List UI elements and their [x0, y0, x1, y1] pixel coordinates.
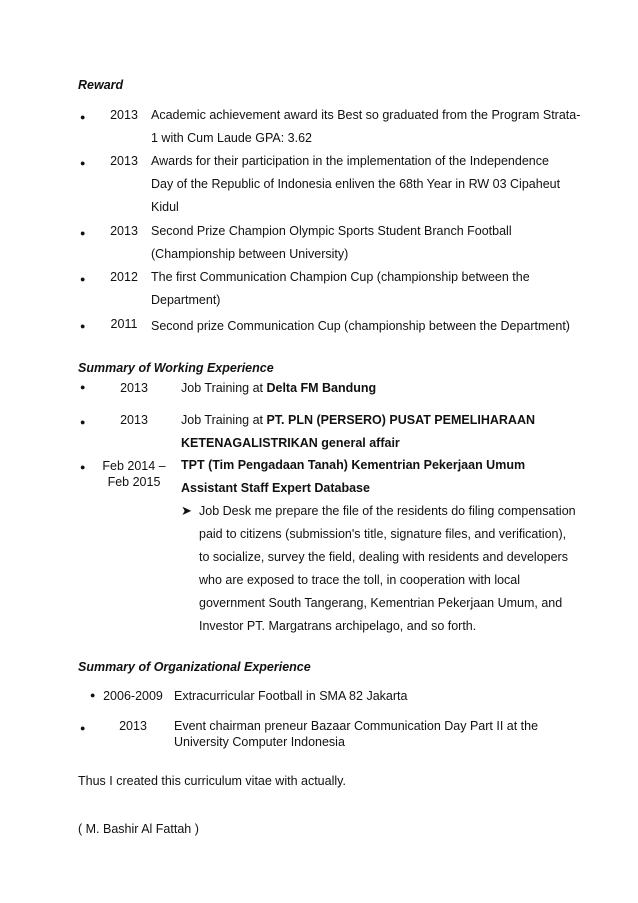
work-year-1: 2013	[120, 381, 148, 395]
bullet-icon: ●	[90, 690, 96, 700]
work-year-3-line-2: Feb 2015	[107, 475, 161, 489]
reward-year-5: 2011	[110, 317, 138, 331]
work-year-3-line-1: Feb 2014 –	[102, 459, 166, 473]
work-desc-3-employer: TPT (Tim Pengadaan Tanah) Kementrian Pekerjaan Umum	[181, 458, 526, 472]
bullet-icon: ●	[80, 417, 86, 427]
closing-statement: Thus I created this curriculum vitae with actually.	[78, 774, 346, 788]
reward-year-1: 2013	[110, 108, 138, 122]
org-heading: Summary of Organizational Experience	[78, 660, 311, 674]
bullet-icon: ●	[80, 723, 86, 733]
job-desk-line-2: paid to citizens (submission's title, signature files, and verification),	[199, 527, 567, 541]
org-desc-2-line-1: Event chairman preneur Bazaar Communication Day Part II at the	[174, 719, 539, 733]
reward-desc-2-line-1: Awards for their participation in the implementation of the Independence	[151, 154, 549, 168]
reward-year-4: 2012	[110, 270, 138, 284]
work-heading: Summary of Working Experience	[78, 361, 274, 375]
org-desc-2	[174, 718, 538, 750]
arrow-bullet-icon: ➤	[181, 503, 192, 518]
reward-desc-2-line-2: Day of the Republic of Indonesia enliven the 68th Year in RW 03 Cipaheut	[151, 177, 561, 191]
reward-desc-1-line-2: 1 with Cum Laude GPA: 3.62	[151, 131, 312, 145]
reward-desc-3-line-2: (Championship between University)	[151, 247, 349, 261]
org-year-1: 2006-2009	[103, 689, 163, 703]
bullet-icon: ●	[80, 112, 86, 122]
bullet-icon: ●	[80, 274, 86, 284]
work-desc-1-employer: Delta FM Bandung	[266, 381, 377, 395]
work-desc-3-position: Assistant Staff Expert Database	[181, 481, 370, 495]
org-desc-1	[174, 685, 407, 708]
reward-desc-1	[151, 104, 580, 150]
work-desc-2-employer: PT. PLN (PERSERO) PUSAT PEMELIHARAAN	[266, 413, 536, 427]
reward-desc-2	[151, 150, 560, 219]
org-desc-2-line-2: University Computer Indonesia	[174, 735, 345, 749]
reward-desc-4-line-2: Department)	[151, 293, 221, 307]
bullet-icon: ●	[80, 321, 86, 331]
job-desk-line-5: government South Tangerang, Kementrian Pekerjaan Umum, and	[199, 596, 563, 610]
reward-year-2: 2013	[110, 154, 138, 168]
reward-desc-1-line-1: Academic achievement award its Best so graduated from the Program Strata-	[151, 108, 581, 122]
work-desc-2-employer-line-2: KETENAGALISTRIKAN general affair	[181, 436, 400, 450]
bullet-icon: ●	[80, 382, 86, 392]
work-year-2: 2013	[120, 413, 148, 427]
bullet-icon: ●	[80, 228, 86, 238]
reward-desc-3	[151, 220, 512, 266]
org-desc-1-line-1: Extracurricular Football in SMA 82 Jakarta	[174, 689, 408, 703]
reward-heading: Reward	[78, 78, 124, 92]
reward-year-3: 2013	[110, 224, 138, 238]
job-desk-line-6: Investor PT. Margatrans archipelago, and so forth.	[199, 619, 477, 633]
job-desk-line-4: who are exposed to trace the toll, in cooperation with local	[199, 573, 521, 587]
job-desk-line-3: to socialize, survey the field, dealing with residents and developers	[199, 550, 568, 564]
reward-desc-5	[151, 315, 570, 338]
signature-name: ( M. Bashir Al Fattah )	[78, 822, 199, 836]
bullet-icon: ●	[80, 462, 86, 472]
work-desc-3	[181, 454, 525, 500]
work-desc-2-prefix: Job Training at	[181, 413, 267, 427]
reward-desc-5-line-1: Second prize Communication Cup (championship between the Department)	[151, 319, 570, 333]
work-desc-1-prefix: Job Training at	[181, 381, 267, 395]
work-desc-2	[181, 409, 535, 455]
reward-desc-3-line-1: Second Prize Champion Olympic Sports Student Branch Football	[151, 224, 512, 238]
bullet-icon: ●	[80, 158, 86, 168]
job-desk-line-1: Job Desk me prepare the file of the residents do filing compensation	[199, 504, 576, 518]
job-desk	[199, 500, 576, 638]
org-year-2: 2013	[119, 719, 147, 733]
reward-desc-4-line-1: The first Communication Champion Cup (championship between the	[151, 270, 530, 284]
work-year-3	[98, 458, 170, 490]
reward-desc-2-line-3: Kidul	[151, 200, 179, 214]
reward-desc-4	[151, 266, 530, 312]
work-desc-1	[181, 377, 376, 400]
